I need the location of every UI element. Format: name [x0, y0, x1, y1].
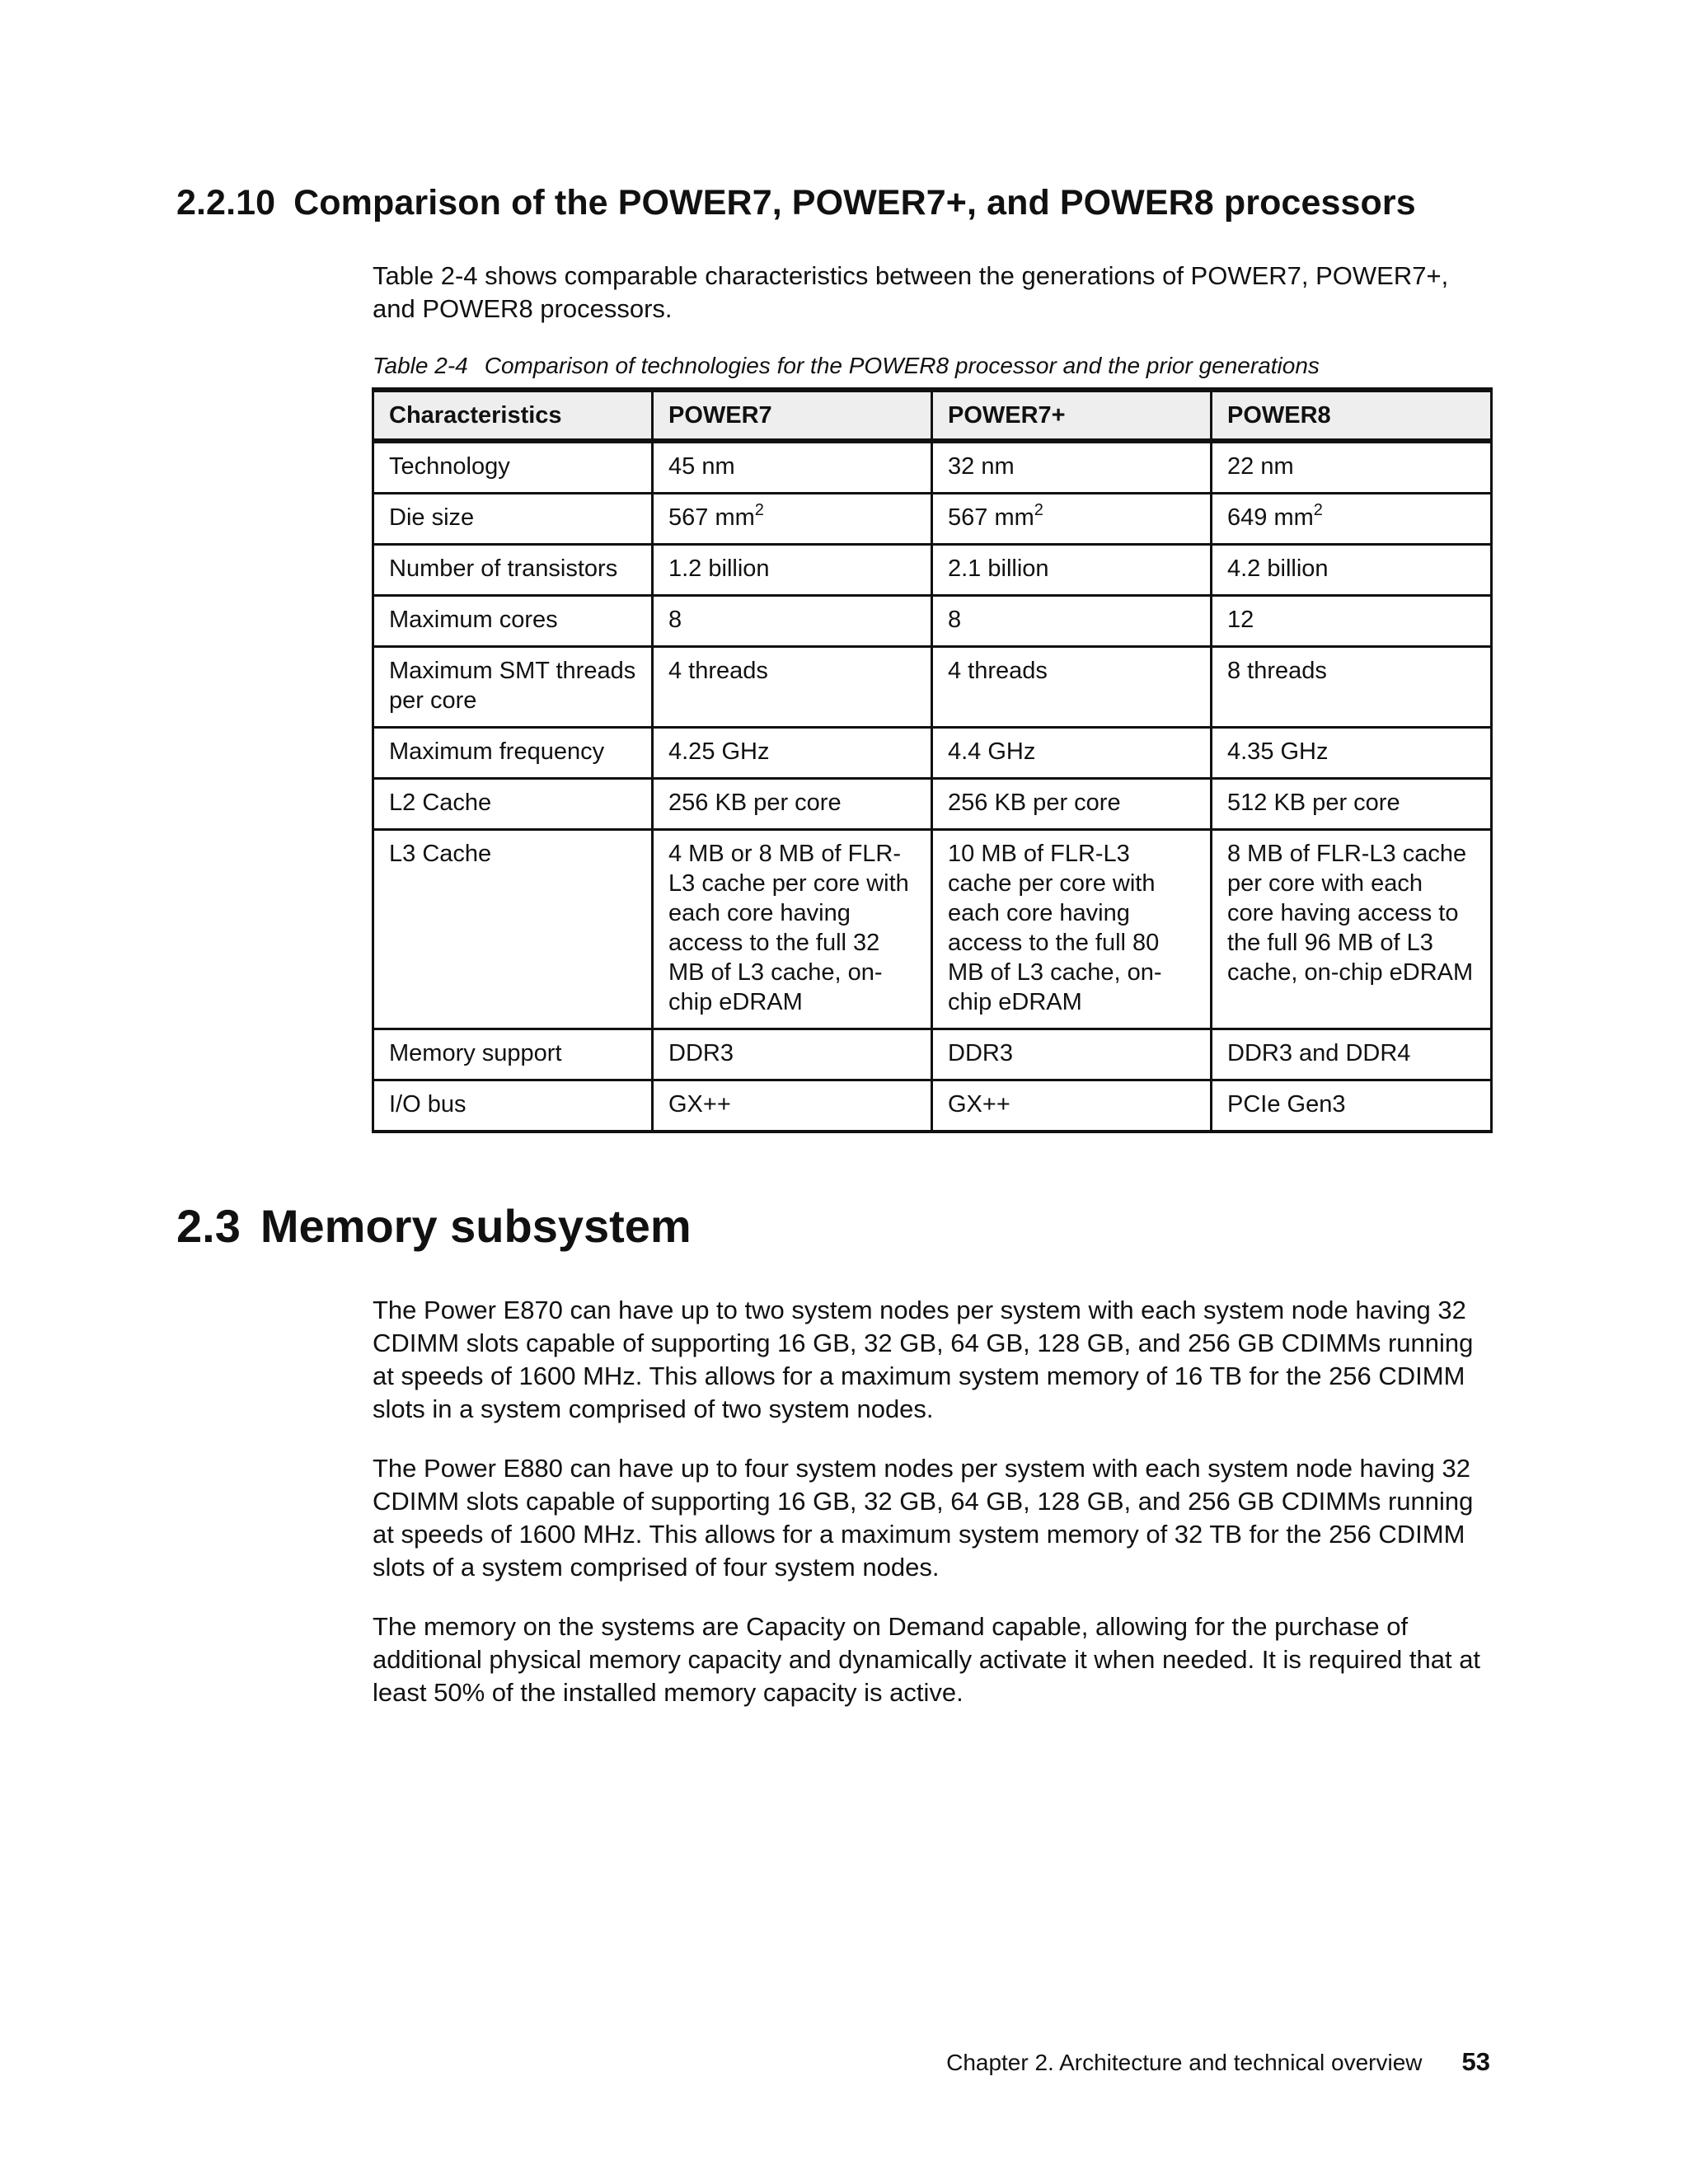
memory-paragraph: The Power E880 can have up to four system nodes per system with each system node having 32 CDIMM slots capable of supporting 16 GB, 32 GB, 64 GB, 128 GB, and 256 GB CDIMMs running at speeds of 1600 MHz. This allows for a maximum system memory of 32 TB for the 256 CDIMM slots of a system comprised of four system nodes. — [373, 1454, 1474, 1582]
row-label: Technology — [373, 441, 653, 494]
table-row — [373, 779, 1492, 830]
cell-value: 567 mm — [948, 504, 1034, 531]
cell-power8: 8 MB of FLR-L3 cache per core with each core having access to the full 96 MB of L3 cache, on-chip eDRAM — [1212, 830, 1492, 1029]
cell-power7: 4 MB or 8 MB of FLR-L3 cache per core with each core having access to the full 32 MB of L3 cache, on-chip eDRAM — [653, 830, 932, 1029]
table-row — [373, 728, 1492, 779]
table-row — [373, 494, 1492, 545]
page-number: 53 — [1461, 2047, 1490, 2076]
cell-power7: GX++ — [653, 1080, 932, 1132]
row-label: Memory support — [373, 1029, 653, 1080]
cell-power8: 8 threads — [1212, 647, 1492, 728]
cell-power8: 12 — [1212, 596, 1492, 647]
cell-power7 — [653, 494, 932, 545]
cell-power7: DDR3 — [653, 1029, 932, 1080]
header-power7plus: POWER7+ — [932, 390, 1212, 441]
row-label: I/O bus — [373, 1080, 653, 1132]
header-power7: POWER7 — [653, 390, 932, 441]
header-power8: POWER8 — [1212, 390, 1492, 441]
cell-power7plus: 10 MB of FLR-L3 cache per core with each core having access to the full 80 MB of L3 cache, on-chip eDRAM — [932, 830, 1212, 1029]
cell-power7plus: 2.1 billion — [932, 545, 1212, 596]
table-row — [373, 647, 1492, 728]
section-number: 2.2.10 — [176, 183, 276, 223]
cell-power7: 1.2 billion — [653, 545, 932, 596]
table-header-row — [373, 390, 1492, 441]
cell-value: 567 mm — [668, 504, 755, 531]
table-row — [373, 596, 1492, 647]
header-characteristics: Characteristics — [373, 390, 653, 441]
table-caption-text: Comparison of technologies for the POWER8 processor and the prior generations — [484, 353, 1320, 378]
cell-power7: 45 nm — [653, 441, 932, 494]
cell-power7plus: GX++ — [932, 1080, 1212, 1132]
superscript: 2 — [1313, 501, 1323, 519]
table-row — [373, 1080, 1492, 1132]
cell-power7: 8 — [653, 596, 932, 647]
section-title: Comparison of the POWER7, POWER7+, and POWER8 processors — [293, 183, 1416, 223]
cell-power7plus: 32 nm — [932, 441, 1212, 494]
cell-value: 649 mm — [1227, 504, 1314, 531]
row-label: Maximum frequency — [373, 728, 653, 779]
row-label: Die size — [373, 494, 653, 545]
table-caption — [373, 353, 1320, 379]
cell-power7plus: DDR3 — [932, 1029, 1212, 1080]
cell-power8: PCIe Gen3 — [1212, 1080, 1492, 1132]
table-row — [373, 1029, 1492, 1080]
intro-paragraph: Table 2-4 shows comparable characteristics between the generations of POWER7, POWER7+, and POWER8 processors. — [373, 261, 1449, 323]
row-label: Number of transistors — [373, 545, 653, 596]
row-label: L3 Cache — [373, 830, 653, 1029]
row-label: L2 Cache — [373, 779, 653, 830]
cell-power7plus: 4.4 GHz — [932, 728, 1212, 779]
memory-section-number: 2.3 — [176, 1200, 241, 1252]
page-footer — [824, 2047, 1490, 2077]
cell-power8: 22 nm — [1212, 441, 1492, 494]
section-heading — [176, 183, 1416, 223]
cell-power7: 4.25 GHz — [653, 728, 932, 779]
cell-power7plus — [932, 494, 1212, 545]
table-row — [373, 545, 1492, 596]
table-row — [373, 830, 1492, 1029]
cell-power7plus: 256 KB per core — [932, 779, 1212, 830]
superscript: 2 — [1034, 501, 1043, 519]
cell-power7: 256 KB per core — [653, 779, 932, 830]
memory-paragraph: The Power E870 can have up to two system nodes per system with each system node having 32 CDIMM slots capable of supporting 16 GB, 32 GB, 64 GB, 128 GB, and 256 GB CDIMMs running at speeds of 1600 MHz. This allows for a maximum system memory of 16 TB for the 256 CDIMM slots in a system comprised of two system nodes. — [373, 1296, 1474, 1423]
cell-power8 — [1212, 494, 1492, 545]
table-caption-label: Table 2-4 — [373, 353, 468, 378]
cell-power8: DDR3 and DDR4 — [1212, 1029, 1492, 1080]
comparison-table — [372, 387, 1493, 1133]
row-label: Maximum SMT threads per core — [373, 647, 653, 728]
memory-paragraph: The memory on the systems are Capacity on Demand capable, allowing for the purchase of additional physical memory capacity and dynamically activate it when needed. It is required that at least 50% of the installed memory capacity is active. — [373, 1612, 1481, 1707]
superscript: 2 — [754, 501, 764, 519]
cell-power7plus: 8 — [932, 596, 1212, 647]
memory-heading — [176, 1199, 692, 1253]
cell-power8: 4.2 billion — [1212, 545, 1492, 596]
cell-power7plus: 4 threads — [932, 647, 1212, 728]
table-row — [373, 441, 1492, 494]
cell-power7: 4 threads — [653, 647, 932, 728]
cell-power8: 4.35 GHz — [1212, 728, 1492, 779]
memory-section-title: Memory subsystem — [260, 1200, 692, 1252]
row-label: Maximum cores — [373, 596, 653, 647]
cell-power8: 512 KB per core — [1212, 779, 1492, 830]
footer-chapter: Chapter 2. Architecture and technical overview — [946, 2050, 1423, 2075]
